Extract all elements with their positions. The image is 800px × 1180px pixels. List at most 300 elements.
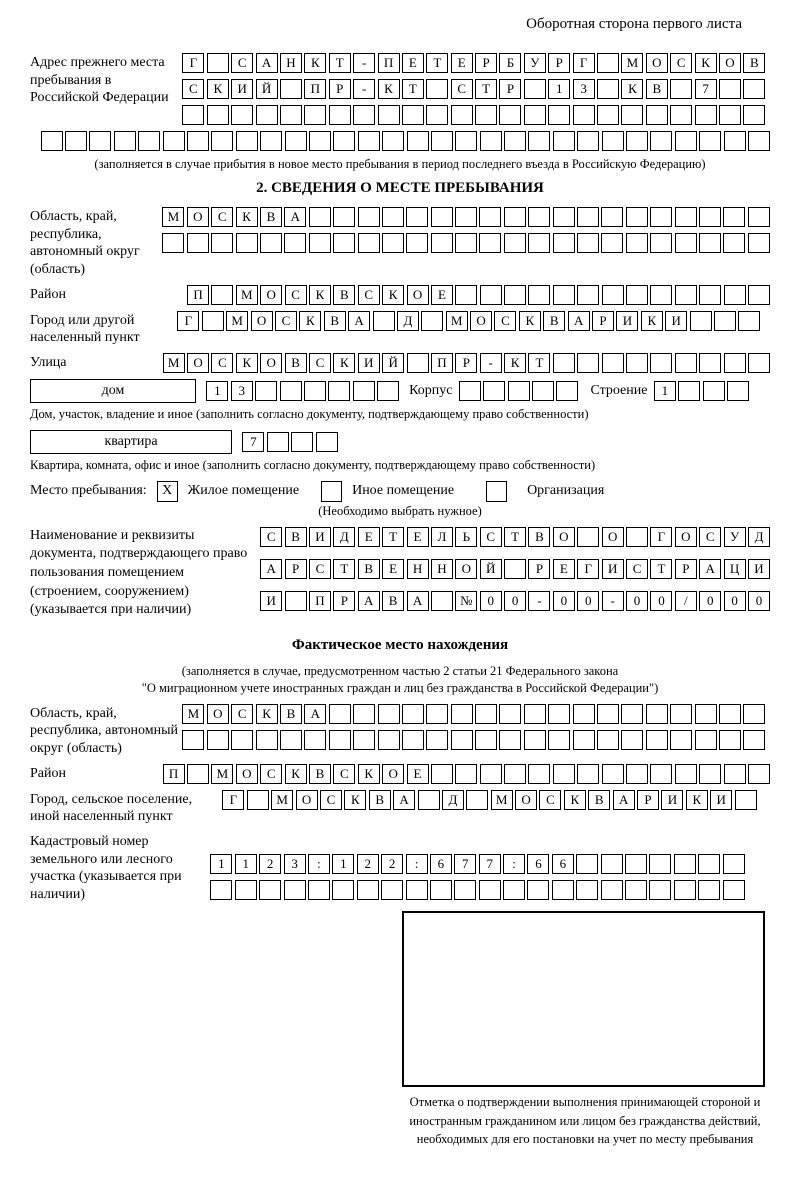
char-cell[interactable] bbox=[466, 790, 488, 810]
char-cell[interactable] bbox=[255, 381, 277, 401]
char-cell[interactable] bbox=[503, 880, 525, 900]
char-cell[interactable]: К bbox=[564, 790, 586, 810]
char-cell[interactable] bbox=[378, 730, 400, 750]
char-cell[interactable] bbox=[187, 764, 209, 784]
char-cell[interactable]: 7 bbox=[242, 432, 264, 452]
char-cell[interactable]: В bbox=[285, 527, 307, 547]
char-cell[interactable] bbox=[377, 381, 399, 401]
char-cell[interactable]: Д bbox=[397, 311, 419, 331]
char-cell[interactable]: Т bbox=[382, 527, 404, 547]
char-cell[interactable]: А bbox=[284, 207, 306, 227]
char-cell[interactable] bbox=[723, 854, 745, 874]
char-cell[interactable] bbox=[548, 730, 570, 750]
char-cell[interactable]: 3 bbox=[284, 854, 306, 874]
char-cell[interactable]: С bbox=[260, 764, 282, 784]
char-cell[interactable]: 1 bbox=[206, 381, 228, 401]
char-cell[interactable] bbox=[553, 285, 575, 305]
char-cell[interactable]: Р bbox=[499, 79, 521, 99]
char-cell[interactable]: 6 bbox=[552, 854, 574, 874]
char-cell[interactable] bbox=[353, 381, 375, 401]
char-cell[interactable] bbox=[333, 131, 355, 151]
char-cell[interactable] bbox=[333, 233, 355, 253]
char-cell[interactable] bbox=[675, 353, 697, 373]
char-cell[interactable] bbox=[678, 381, 700, 401]
char-cell[interactable] bbox=[329, 730, 351, 750]
char-cell[interactable] bbox=[625, 854, 647, 874]
char-cell[interactable]: 6 bbox=[430, 854, 452, 874]
char-cell[interactable] bbox=[202, 311, 224, 331]
char-cell[interactable] bbox=[748, 131, 770, 151]
char-cell[interactable] bbox=[402, 704, 424, 724]
char-cell[interactable] bbox=[475, 730, 497, 750]
char-cell[interactable] bbox=[426, 730, 448, 750]
char-cell[interactable] bbox=[418, 790, 440, 810]
char-cell[interactable]: С bbox=[182, 79, 204, 99]
char-cell[interactable] bbox=[748, 285, 770, 305]
char-cell[interactable] bbox=[597, 704, 619, 724]
char-cell[interactable]: О bbox=[187, 207, 209, 227]
char-cell[interactable] bbox=[431, 591, 453, 611]
char-cell[interactable] bbox=[699, 207, 721, 227]
char-cell[interactable]: В bbox=[646, 79, 668, 99]
char-cell[interactable]: О bbox=[187, 353, 209, 373]
char-cell[interactable] bbox=[528, 764, 550, 784]
char-cell[interactable] bbox=[426, 704, 448, 724]
char-cell[interactable]: К bbox=[382, 285, 404, 305]
char-cell[interactable] bbox=[577, 764, 599, 784]
char-cell[interactable]: В bbox=[358, 559, 380, 579]
char-cell[interactable] bbox=[670, 730, 692, 750]
char-cell[interactable] bbox=[284, 233, 306, 253]
char-cell[interactable]: Е bbox=[407, 764, 429, 784]
char-cell[interactable]: Т bbox=[650, 559, 672, 579]
char-cell[interactable] bbox=[431, 207, 453, 227]
char-cell[interactable] bbox=[451, 704, 473, 724]
char-cell[interactable]: Р bbox=[285, 559, 307, 579]
char-cell[interactable]: О bbox=[455, 559, 477, 579]
char-cell[interactable]: О bbox=[260, 285, 282, 305]
char-cell[interactable] bbox=[211, 233, 233, 253]
char-cell[interactable] bbox=[724, 353, 746, 373]
char-cell[interactable]: О bbox=[296, 790, 318, 810]
char-cell[interactable] bbox=[646, 730, 668, 750]
char-cell[interactable] bbox=[698, 854, 720, 874]
char-cell[interactable] bbox=[504, 207, 526, 227]
char-cell[interactable]: С bbox=[231, 704, 253, 724]
char-cell[interactable] bbox=[573, 105, 595, 125]
char-cell[interactable] bbox=[602, 131, 624, 151]
char-cell[interactable] bbox=[695, 105, 717, 125]
char-cell[interactable] bbox=[695, 704, 717, 724]
char-cell[interactable]: : bbox=[503, 854, 525, 874]
char-cell[interactable]: Г bbox=[573, 53, 595, 73]
char-cell[interactable] bbox=[699, 285, 721, 305]
char-cell[interactable] bbox=[577, 353, 599, 373]
char-cell[interactable]: Ь bbox=[455, 527, 477, 547]
char-cell[interactable]: Е bbox=[451, 53, 473, 73]
char-cell[interactable] bbox=[552, 880, 574, 900]
char-cell[interactable]: 2 bbox=[259, 854, 281, 874]
char-cell[interactable] bbox=[577, 131, 599, 151]
char-cell[interactable]: В bbox=[369, 790, 391, 810]
char-cell[interactable] bbox=[748, 233, 770, 253]
char-cell[interactable]: П bbox=[431, 353, 453, 373]
char-cell[interactable] bbox=[358, 131, 380, 151]
char-cell[interactable] bbox=[528, 285, 550, 305]
char-cell[interactable]: П bbox=[304, 79, 326, 99]
char-cell[interactable]: П bbox=[309, 591, 331, 611]
char-cell[interactable] bbox=[431, 233, 453, 253]
char-cell[interactable] bbox=[231, 730, 253, 750]
char-cell[interactable] bbox=[309, 207, 331, 227]
char-cell[interactable]: В bbox=[543, 311, 565, 331]
char-cell[interactable] bbox=[626, 233, 648, 253]
char-cell[interactable]: 0 bbox=[650, 591, 672, 611]
char-cell[interactable] bbox=[41, 131, 63, 151]
char-cell[interactable]: К bbox=[236, 207, 258, 227]
char-cell[interactable] bbox=[748, 207, 770, 227]
char-cell[interactable]: - bbox=[602, 591, 624, 611]
char-cell[interactable]: М bbox=[271, 790, 293, 810]
char-cell[interactable] bbox=[528, 131, 550, 151]
char-cell[interactable]: М bbox=[621, 53, 643, 73]
char-cell[interactable]: М bbox=[163, 353, 185, 373]
char-cell[interactable]: К bbox=[256, 704, 278, 724]
char-cell[interactable]: Р bbox=[475, 53, 497, 73]
char-cell[interactable] bbox=[304, 730, 326, 750]
char-cell[interactable] bbox=[373, 311, 395, 331]
char-cell[interactable]: К bbox=[621, 79, 643, 99]
char-cell[interactable] bbox=[378, 704, 400, 724]
char-cell[interactable]: Д bbox=[333, 527, 355, 547]
char-cell[interactable]: Т bbox=[504, 527, 526, 547]
char-cell[interactable]: М bbox=[446, 311, 468, 331]
char-cell[interactable]: К bbox=[641, 311, 663, 331]
char-cell[interactable]: О bbox=[675, 527, 697, 547]
char-cell[interactable] bbox=[114, 131, 136, 151]
char-cell[interactable]: У bbox=[524, 53, 546, 73]
char-cell[interactable]: О bbox=[251, 311, 273, 331]
char-cell[interactable] bbox=[670, 105, 692, 125]
char-cell[interactable]: Н bbox=[280, 53, 302, 73]
char-cell[interactable] bbox=[735, 790, 757, 810]
char-cell[interactable]: И bbox=[231, 79, 253, 99]
char-cell[interactable] bbox=[699, 764, 721, 784]
char-cell[interactable] bbox=[455, 764, 477, 784]
char-cell[interactable] bbox=[524, 105, 546, 125]
char-cell[interactable] bbox=[65, 131, 87, 151]
char-cell[interactable] bbox=[280, 730, 302, 750]
checkbox-organizaciya[interactable] bbox=[486, 481, 507, 502]
char-cell[interactable] bbox=[577, 285, 599, 305]
char-cell[interactable]: М bbox=[162, 207, 184, 227]
char-cell[interactable] bbox=[719, 79, 741, 99]
char-cell[interactable] bbox=[207, 53, 229, 73]
char-cell[interactable]: К bbox=[504, 353, 526, 373]
char-cell[interactable] bbox=[504, 131, 526, 151]
char-cell[interactable] bbox=[601, 854, 623, 874]
char-cell[interactable]: 7 bbox=[695, 79, 717, 99]
char-cell[interactable] bbox=[650, 207, 672, 227]
char-cell[interactable] bbox=[528, 233, 550, 253]
char-cell[interactable] bbox=[211, 285, 233, 305]
char-cell[interactable]: О bbox=[407, 285, 429, 305]
char-cell[interactable] bbox=[675, 131, 697, 151]
char-cell[interactable]: П bbox=[187, 285, 209, 305]
char-cell[interactable] bbox=[723, 880, 745, 900]
char-cell[interactable] bbox=[548, 105, 570, 125]
char-cell[interactable] bbox=[675, 285, 697, 305]
char-cell[interactable]: 0 bbox=[724, 591, 746, 611]
char-cell[interactable]: И bbox=[665, 311, 687, 331]
char-cell[interactable]: 3 bbox=[573, 79, 595, 99]
char-cell[interactable]: К bbox=[304, 53, 326, 73]
char-cell[interactable] bbox=[499, 704, 521, 724]
char-cell[interactable]: Е bbox=[407, 527, 429, 547]
char-cell[interactable]: 3 bbox=[231, 381, 253, 401]
char-cell[interactable]: С bbox=[480, 527, 502, 547]
char-cell[interactable] bbox=[328, 381, 350, 401]
char-cell[interactable]: С bbox=[626, 559, 648, 579]
char-cell[interactable] bbox=[724, 131, 746, 151]
char-cell[interactable] bbox=[256, 105, 278, 125]
char-cell[interactable] bbox=[698, 880, 720, 900]
char-cell[interactable] bbox=[138, 131, 160, 151]
char-cell[interactable] bbox=[280, 105, 302, 125]
char-cell[interactable]: В bbox=[333, 285, 355, 305]
char-cell[interactable]: - bbox=[528, 591, 550, 611]
char-cell[interactable] bbox=[724, 764, 746, 784]
char-cell[interactable] bbox=[333, 207, 355, 227]
char-cell[interactable] bbox=[285, 131, 307, 151]
char-cell[interactable]: Ц bbox=[724, 559, 746, 579]
char-cell[interactable] bbox=[475, 105, 497, 125]
char-cell[interactable] bbox=[577, 207, 599, 227]
char-cell[interactable]: А bbox=[699, 559, 721, 579]
char-cell[interactable]: М bbox=[236, 285, 258, 305]
char-cell[interactable] bbox=[573, 704, 595, 724]
char-cell[interactable]: В bbox=[382, 591, 404, 611]
char-cell[interactable] bbox=[695, 730, 717, 750]
char-cell[interactable] bbox=[723, 207, 745, 227]
char-cell[interactable] bbox=[576, 854, 598, 874]
char-cell[interactable] bbox=[646, 704, 668, 724]
char-cell[interactable]: - bbox=[353, 79, 375, 99]
char-cell[interactable] bbox=[646, 105, 668, 125]
char-cell[interactable]: / bbox=[675, 591, 697, 611]
char-cell[interactable]: А bbox=[260, 559, 282, 579]
char-cell[interactable]: С bbox=[451, 79, 473, 99]
char-cell[interactable] bbox=[267, 432, 289, 452]
char-cell[interactable] bbox=[601, 233, 623, 253]
char-cell[interactable] bbox=[480, 131, 502, 151]
char-cell[interactable] bbox=[291, 432, 313, 452]
char-cell[interactable] bbox=[207, 730, 229, 750]
char-cell[interactable]: Е bbox=[358, 527, 380, 547]
char-cell[interactable]: С bbox=[358, 285, 380, 305]
char-cell[interactable] bbox=[455, 285, 477, 305]
char-cell[interactable] bbox=[601, 207, 623, 227]
char-cell[interactable]: Е bbox=[553, 559, 575, 579]
char-cell[interactable]: Р bbox=[528, 559, 550, 579]
char-cell[interactable]: Р bbox=[548, 53, 570, 73]
char-cell[interactable]: : bbox=[406, 854, 428, 874]
char-cell[interactable] bbox=[211, 131, 233, 151]
char-cell[interactable] bbox=[426, 79, 448, 99]
char-cell[interactable]: 0 bbox=[699, 591, 721, 611]
char-cell[interactable] bbox=[260, 233, 282, 253]
char-cell[interactable]: А bbox=[568, 311, 590, 331]
char-cell[interactable] bbox=[162, 233, 184, 253]
char-cell[interactable] bbox=[597, 53, 619, 73]
char-cell[interactable] bbox=[727, 381, 749, 401]
char-cell[interactable]: 7 bbox=[479, 854, 501, 874]
char-cell[interactable] bbox=[553, 764, 575, 784]
char-cell[interactable] bbox=[743, 105, 765, 125]
char-cell[interactable]: 6 bbox=[527, 854, 549, 874]
char-cell[interactable]: М bbox=[226, 311, 248, 331]
char-cell[interactable] bbox=[247, 790, 269, 810]
char-cell[interactable] bbox=[235, 880, 257, 900]
char-cell[interactable] bbox=[406, 233, 428, 253]
char-cell[interactable] bbox=[308, 880, 330, 900]
char-cell[interactable]: О bbox=[515, 790, 537, 810]
char-cell[interactable]: И bbox=[710, 790, 732, 810]
char-cell[interactable]: К bbox=[378, 79, 400, 99]
char-cell[interactable]: О bbox=[646, 53, 668, 73]
char-cell[interactable] bbox=[577, 233, 599, 253]
char-cell[interactable] bbox=[329, 105, 351, 125]
char-cell[interactable]: М bbox=[182, 704, 204, 724]
char-cell[interactable] bbox=[256, 730, 278, 750]
char-cell[interactable] bbox=[548, 704, 570, 724]
char-cell[interactable]: А bbox=[304, 704, 326, 724]
char-cell[interactable]: С bbox=[699, 527, 721, 547]
char-cell[interactable]: А bbox=[348, 311, 370, 331]
char-cell[interactable] bbox=[353, 105, 375, 125]
char-cell[interactable]: № bbox=[455, 591, 477, 611]
char-cell[interactable]: К bbox=[358, 764, 380, 784]
char-cell[interactable] bbox=[381, 880, 403, 900]
char-cell[interactable]: И bbox=[260, 591, 282, 611]
char-cell[interactable] bbox=[431, 764, 453, 784]
char-cell[interactable] bbox=[421, 311, 443, 331]
char-cell[interactable] bbox=[231, 105, 253, 125]
char-cell[interactable] bbox=[332, 880, 354, 900]
char-cell[interactable] bbox=[724, 285, 746, 305]
char-cell[interactable] bbox=[743, 704, 765, 724]
char-cell[interactable]: И bbox=[748, 559, 770, 579]
char-cell[interactable]: С bbox=[211, 353, 233, 373]
char-cell[interactable]: Р bbox=[592, 311, 614, 331]
char-cell[interactable] bbox=[699, 233, 721, 253]
char-cell[interactable] bbox=[573, 730, 595, 750]
char-cell[interactable] bbox=[479, 233, 501, 253]
char-cell[interactable] bbox=[210, 880, 232, 900]
char-cell[interactable]: О bbox=[382, 764, 404, 784]
char-cell[interactable]: И bbox=[309, 527, 331, 547]
char-cell[interactable]: Г bbox=[182, 53, 204, 73]
char-cell[interactable]: П bbox=[378, 53, 400, 73]
char-cell[interactable]: О bbox=[260, 353, 282, 373]
char-cell[interactable] bbox=[553, 131, 575, 151]
char-cell[interactable] bbox=[329, 704, 351, 724]
char-cell[interactable] bbox=[89, 131, 111, 151]
char-cell[interactable]: Й bbox=[382, 353, 404, 373]
char-cell[interactable] bbox=[316, 432, 338, 452]
char-cell[interactable]: С bbox=[494, 311, 516, 331]
char-cell[interactable] bbox=[280, 381, 302, 401]
char-cell[interactable] bbox=[524, 704, 546, 724]
char-cell[interactable]: К bbox=[299, 311, 321, 331]
char-cell[interactable] bbox=[382, 131, 404, 151]
char-cell[interactable] bbox=[187, 131, 209, 151]
char-cell[interactable] bbox=[524, 79, 546, 99]
char-cell[interactable] bbox=[675, 207, 697, 227]
char-cell[interactable]: О bbox=[602, 527, 624, 547]
char-cell[interactable]: С bbox=[309, 353, 331, 373]
char-cell[interactable]: И bbox=[661, 790, 683, 810]
char-cell[interactable]: С bbox=[539, 790, 561, 810]
char-cell[interactable] bbox=[304, 105, 326, 125]
char-cell[interactable] bbox=[699, 131, 721, 151]
char-cell[interactable]: Г bbox=[650, 527, 672, 547]
char-cell[interactable]: - bbox=[353, 53, 375, 73]
char-cell[interactable] bbox=[259, 880, 281, 900]
char-cell[interactable] bbox=[602, 285, 624, 305]
char-cell[interactable]: М bbox=[211, 764, 233, 784]
char-cell[interactable]: Т bbox=[475, 79, 497, 99]
char-cell[interactable] bbox=[378, 105, 400, 125]
char-cell[interactable]: Р bbox=[329, 79, 351, 99]
char-cell[interactable] bbox=[719, 105, 741, 125]
char-cell[interactable]: К bbox=[695, 53, 717, 73]
char-cell[interactable] bbox=[738, 311, 760, 331]
char-cell[interactable]: Г bbox=[177, 311, 199, 331]
char-cell[interactable] bbox=[508, 381, 530, 401]
char-cell[interactable]: Т bbox=[528, 353, 550, 373]
checkbox-inoe[interactable] bbox=[321, 481, 342, 502]
char-cell[interactable] bbox=[527, 880, 549, 900]
char-cell[interactable] bbox=[553, 233, 575, 253]
char-cell[interactable] bbox=[430, 880, 452, 900]
char-cell[interactable] bbox=[621, 105, 643, 125]
char-cell[interactable]: Р bbox=[455, 353, 477, 373]
char-cell[interactable] bbox=[597, 730, 619, 750]
char-cell[interactable]: Е bbox=[431, 285, 453, 305]
char-cell[interactable]: В bbox=[280, 704, 302, 724]
char-cell[interactable]: С bbox=[309, 559, 331, 579]
char-cell[interactable] bbox=[723, 233, 745, 253]
char-cell[interactable] bbox=[601, 880, 623, 900]
char-cell[interactable]: Т bbox=[426, 53, 448, 73]
char-cell[interactable] bbox=[309, 233, 331, 253]
char-cell[interactable]: С bbox=[670, 53, 692, 73]
char-cell[interactable]: 0 bbox=[577, 591, 599, 611]
char-cell[interactable] bbox=[426, 105, 448, 125]
char-cell[interactable] bbox=[626, 764, 648, 784]
char-cell[interactable]: 0 bbox=[553, 591, 575, 611]
char-cell[interactable] bbox=[187, 233, 209, 253]
char-cell[interactable]: П bbox=[163, 764, 185, 784]
char-cell[interactable] bbox=[553, 207, 575, 227]
char-cell[interactable] bbox=[402, 730, 424, 750]
char-cell[interactable] bbox=[284, 880, 306, 900]
char-cell[interactable] bbox=[674, 880, 696, 900]
char-cell[interactable] bbox=[690, 311, 712, 331]
char-cell[interactable]: Р bbox=[675, 559, 697, 579]
checkbox-zhiloe[interactable]: X bbox=[157, 481, 178, 502]
